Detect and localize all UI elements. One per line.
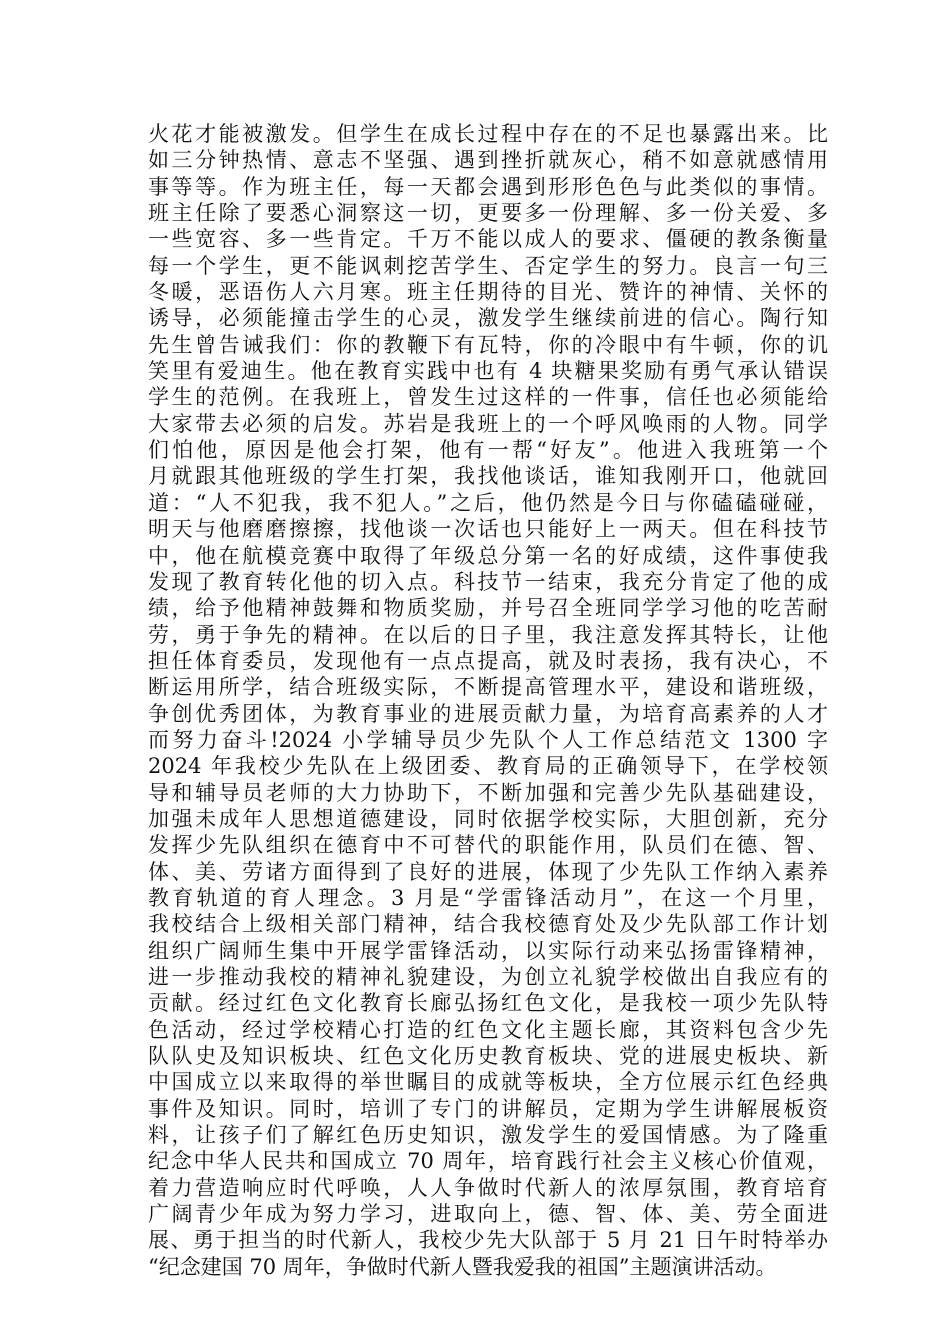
- text-line: 导和辅导员老师的大力协助下，不断加强和完善少先队基础建设，: [148, 780, 828, 805]
- text-line: 发挥少先队组织在德育中不可替代的职能作用，队员们在德、智、: [148, 833, 828, 858]
- text-line: 发现了教育转化他的切入点。科技节一结束，我充分肯定了他的成: [148, 569, 828, 594]
- text-line: 色活动，经过学校精心打造的红色文化主题长廊，其资料包含少先: [148, 1017, 828, 1042]
- text-line: 体、美、劳诸方面得到了良好的进展，体现了少先队工作纳入素养: [148, 859, 828, 884]
- text-line: 我校结合上级相关部门精神，结合我校德育处及少先队部工作计划: [148, 912, 828, 937]
- text-line: 班主任除了要悉心洞察这一切，更要多一份理解、多一份关爱、多: [148, 201, 828, 226]
- text-line: 料，让孩子们了解红色历史知识，激发学生的爱国情感。为了隆重: [148, 1123, 828, 1148]
- text-line: 们怕他，原因是他会打架，他有一帮“好友”。他进入我班第一个: [148, 438, 828, 463]
- text-line: 纪念中华人民共和国成立 70 周年，培育践行社会主义核心价值观，: [148, 1149, 828, 1174]
- text-line: 每一个学生，更不能讽刺挖苦学生、否定学生的努力。良言一句三: [148, 253, 828, 278]
- text-line: 加强未成年人思想道德建设，同时依据学校实际，大胆创新，充分: [148, 806, 828, 831]
- text-line: 明天与他磨磨擦擦，找他谈一次话也只能好上一两天。但在科技节: [148, 517, 828, 542]
- text-line: 广阔青少年成为努力学习，进取向上，德、智、体、美、劳全面进: [148, 1202, 828, 1227]
- text-line: 进一步推动我校的精神礼貌建设，为创立礼貌学校做出自我应有的: [148, 965, 828, 989]
- text-line: 着力营造响应时代呼唤，人人争做时代新人的浓厚氛围，教育培育: [148, 1175, 828, 1200]
- text-line: 而努力奋斗!2024 小学辅导员少先队个人工作总结范文 1300 字: [148, 727, 828, 752]
- text-line: 诱导，必须能撞击学生的心灵，激发学生继续前进的信心。陶行知: [148, 306, 828, 331]
- text-line: 事件及知识。同时，培训了专门的讲解员，定期为学生讲解展板资: [148, 1096, 828, 1121]
- text-line: 担任体育委员，发现他有一点点提高，就及时表扬，我有决心，不: [148, 648, 828, 673]
- text-line: 队队史及知识板块、红色文化历史教育板块、党的进展史板块、新: [148, 1044, 828, 1069]
- text-line: 展、勇于担当的时代新人，我校少先大队部于 5 月 21 日午时特举办: [148, 1228, 828, 1253]
- text-line: 绩，给予他精神鼓舞和物质奖励，并号召全班同学学习他的吃苦耐: [148, 596, 828, 621]
- text-line: 争创优秀团体，为教育事业的进展贡献力量，为培育高素养的人才: [148, 701, 828, 726]
- text-line: 中，他在航模竞赛中取得了年级总分第一名的好成绩，这件事使我: [148, 543, 828, 568]
- text-line: 笑里有爱迪生。他在教育实践中也有 4 块糖果奖励有勇气承认错误: [148, 359, 828, 384]
- text-line: 劳，勇于争先的精神。在以后的日子里，我注意发挥其特长，让他: [148, 622, 828, 647]
- text-line: 一些宽容、多一些肯定。千万不能以成人的要求、僵硬的教条衡量: [148, 227, 828, 252]
- text-line: 月就跟其他班级的学生打架，我找他谈话，谁知我刚开口，他就回: [148, 464, 828, 489]
- text-line: 学生的范例。在我班上，曾发生过这样的一件事，信任也必须能给: [148, 385, 828, 410]
- text-line: “纪念建国 70 周年，争做时代新人暨我爱我的祖国”主题演讲活动。: [148, 1254, 777, 1279]
- text-line: 2024 年我校少先队在上级团委、教育局的正确领导下，在学校领: [148, 754, 828, 779]
- text-line: 事等等。作为班主任，每一天都会遇到形形色色与此类似的事情。: [148, 174, 828, 199]
- text-line: 教育轨道的育人理念。3 月是“学雷锋活动月”，在这一个月里，: [148, 885, 828, 910]
- text-line: 中国成立以来取得的举世瞩目的成就等板块，全方位展示红色经典: [148, 1070, 828, 1095]
- text-line: 先生曾告诫我们：你的教鞭下有瓦特，你的冷眼中有牛顿，你的讥: [148, 332, 828, 357]
- text-line: 火花才能被激发。但学生在成长过程中存在的不足也暴露出来。比: [148, 122, 828, 146]
- text-line: 冬暖，恶语伤人六月寒。班主任期待的目光、赞许的神情、关怀的: [148, 280, 828, 305]
- text-line: 组织广阔师生集中开展学雷锋活动，以实际行动来弘扬雷锋精神，: [148, 938, 828, 963]
- text-line: 大家带去必须的启发。苏岩是我班上的一个呼风唤雨的人物。同学: [148, 411, 828, 436]
- text-line: 如三分钟热情、意志不坚强、遇到挫折就灰心，稍不如意就感情用: [148, 148, 828, 173]
- text-line: 道：“人不犯我，我不犯人。”之后，他仍然是今日与你磕磕碰碰，: [148, 490, 828, 515]
- body-text: [148, 121, 828, 1280]
- text-line: 断运用所学，结合班级实际，不断提高管理水平，建设和谐班级，: [148, 675, 828, 700]
- text-line: 贡献。经过红色文化教育长廊弘扬红色文化，是我校一项少先队特: [148, 991, 828, 1016]
